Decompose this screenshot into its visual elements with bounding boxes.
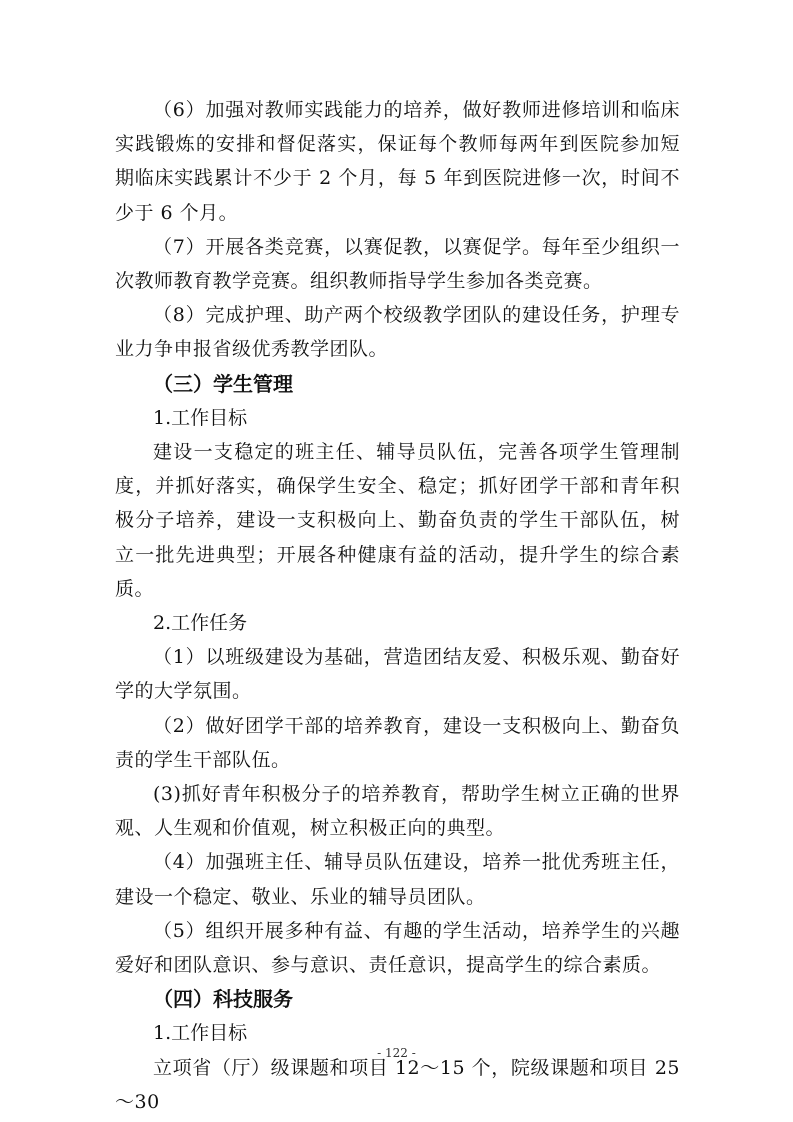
paragraph-item-8: （8）完成护理、助产两个校级教学团队的建设任务，护理专业力争申报省级优秀教学团队。 [115,304,680,361]
paragraph-task-4: （4）加强班主任、辅导员队伍建设，培养一批优秀班主任，建设一个稳定、敬业、乐业的辅导员团队。 [115,851,680,908]
paragraph-item-7: （7）开展各类竞赛，以赛促教，以赛促学。每年至少组织一次教师教育教学竞赛。组织教师指导学生参加各类竞赛。 [115,235,680,293]
document-body [115,93,680,1119]
paragraph-task-5: （5）组织开展多种有益、有趣的学生活动，培养学生的兴趣爱好和团队意识、参与意识、责任意识，提高学生的综合素质。 [115,919,680,977]
subheading-work-tasks: 2.工作任务 [153,612,248,635]
section-heading-student-management: （三）学生管理 [153,371,293,396]
paragraph-item-6: （6）加强对教师实践能力的培养，做好教师进修培训和临床实践锻炼的安排和督促落实，保证每个教师每两年到医院参加短期临床实践累计不少于 2 个月，每 5 年到医院进修一次，时间不少于 6 个月。 [115,99,680,224]
paragraph-task-1: （1）以班级建设为基础，营造团结友爱、积极乐观、勤奋好学的大学氛围。 [115,646,680,703]
paragraph-task-3: (3)抓好青年积极分子的培养教育，帮助学生树立正确的世界观、人生观和价值观，树立积极正向的典型。 [115,783,680,840]
subheading-tech-goal: 1.工作目标 [153,1022,248,1045]
paragraph-task-2: （2）做好团学干部的培养教育，建设一支积极向上、勤奋负责的学生干部队伍。 [115,714,680,771]
section-heading-tech-service: （四）科技服务 [153,987,293,1012]
paragraph-tech-goal: 立项省（厅）级课题和项目 12～15 个，院级课题和项目 25～30 [115,1056,680,1113]
page-number: - 122 - [377,1046,416,1060]
subheading-work-goal: 1.工作目标 [153,406,248,429]
paragraph-work-goal: 建设一支稳定的班主任、辅导员队伍，完善各项学生管理制度，并抓好落实，确保学生安全、稳定；抓好团学干部和青年积极分子培养，建设一支积极向上、勤奋负责的学生干部队伍，树立一批先进典型；开展各种健康有益的活动，提升学生的综合素质。 [115,441,680,600]
